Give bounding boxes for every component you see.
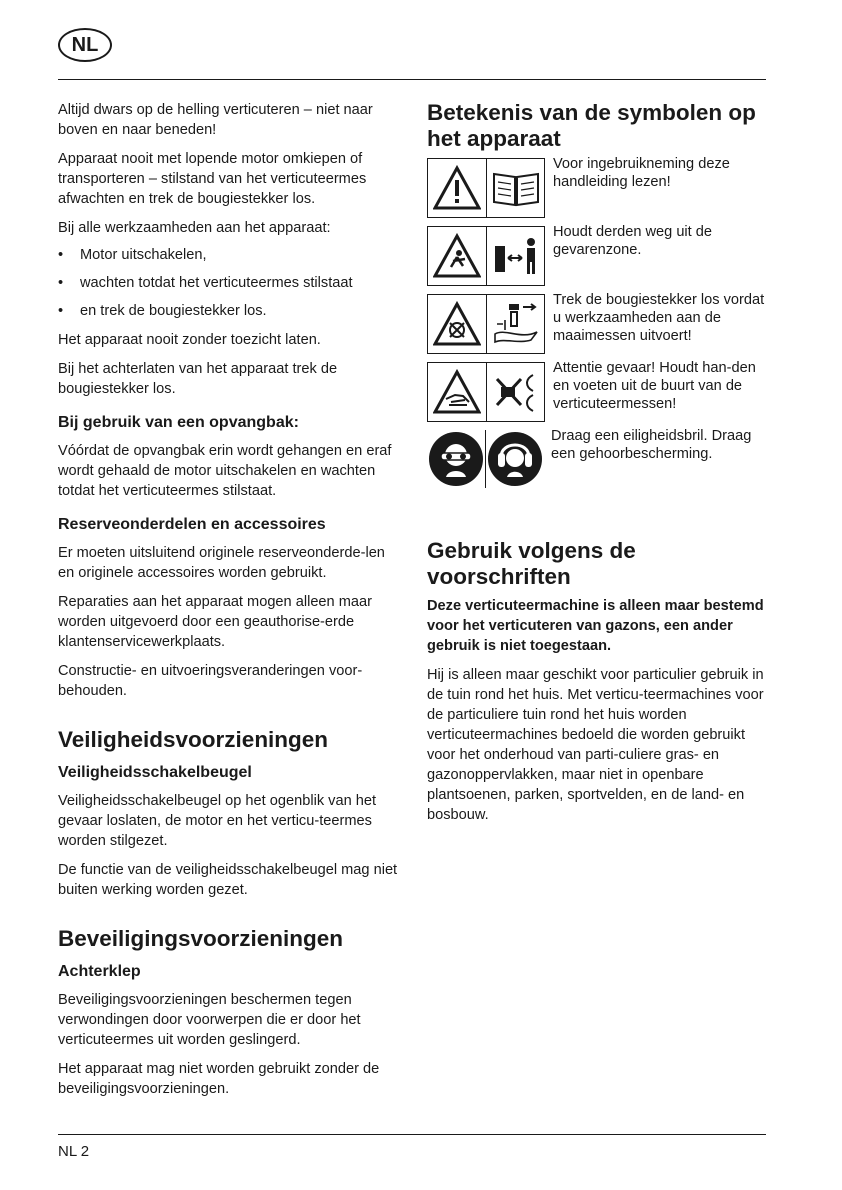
paragraph: Bij het achterlaten van het apparaat trek de bougiestekker los. <box>58 361 338 397</box>
symbol-row <box>427 430 767 488</box>
symbol-text: Houdt derden weg uit de gevarenzone. <box>553 224 713 258</box>
paragraph: Beveiligingsvoorzieningen beschermen tegen verwondingen door voorwerpen die er door het verticuteermes uit worden geslingerd. <box>58 992 361 1048</box>
paragraph: Het apparaat mag niet worden gebruikt zonder de beveiligingsvoorzieningen. <box>58 1061 380 1097</box>
header-rule <box>58 79 766 80</box>
paragraph: Bij alle werkzaamheden aan het apparaat: <box>58 220 331 236</box>
symbol-box <box>427 294 545 354</box>
symbol-row <box>427 226 767 286</box>
subheading-achterklep: Achterklep <box>58 963 141 980</box>
symbol-text: Draag een eiligheidsbril. Draag een gehoorbescherming. <box>551 428 752 462</box>
symbol-box <box>427 430 543 488</box>
safety-glasses-icon <box>427 430 485 488</box>
ear-protection-icon <box>485 430 543 488</box>
symbol-row <box>427 362 767 422</box>
heading-symbolen: Betekenis van de symbolen op het apparaat <box>427 100 756 151</box>
heading-veiligheid: Veiligheidsvoorzieningen <box>58 727 329 752</box>
warning-cutting-icon <box>428 295 486 353</box>
left-column <box>58 100 400 1108</box>
page-number: NL 2 <box>58 1143 90 1160</box>
paragraph: De functie van de veiligheidsschakelbeugel mag niet buiten werking worden gezet. <box>58 862 398 898</box>
symbol-row <box>427 158 767 218</box>
paragraph: Altijd dwars op de helling verticuteren – niet naar boven en naar beneden! <box>58 102 373 138</box>
symbol-text: Attentie gevaar! Houdt han-den en voeten uit de buurt van de verticuteermessen! <box>553 360 756 412</box>
symbol-text: Trek de bougiestekker los vordat u werkzaamheden aan de maaimessen uitvoert! <box>553 292 765 344</box>
paragraph: Apparaat nooit met lopende motor omkiepen of transporteren – stilstand van het verticuteermes afwachten en trek de bougiestekker los. <box>58 151 367 207</box>
heading-gebruik: Gebruik volgens de voorschriften <box>427 538 636 589</box>
paragraph-bold: Deze verticuteermachine is alleen maar bestemd voor het verticuteren van gazons, een ander gebruik is niet toegestaan. <box>427 598 764 654</box>
list-item: • en trek de bougiestekker los. <box>58 301 400 321</box>
keep-distance-icon <box>486 227 544 285</box>
warning-hand-blade-icon <box>428 363 486 421</box>
paragraph: Veiligheidsschakelbeugel op het ogenblik van het gevaar loslaten, de motor en het verticu-teermes worden stilgezet. <box>58 793 377 849</box>
paragraph: Reparaties aan het apparaat mogen alleen maar worden uitgevoerd door een geauthorise-erde klantenservicewerkplaats. <box>58 594 372 650</box>
no-hands-feet-icon <box>486 363 544 421</box>
subheading-beugel: Veiligheidsschakelbeugel <box>58 764 252 781</box>
right-column <box>427 100 767 834</box>
paragraph: Constructie- en uitvoeringsveranderingen voor-behouden. <box>58 663 363 699</box>
symbol-box <box>427 226 545 286</box>
warning-person-hit-icon <box>428 227 486 285</box>
manual-book-icon <box>486 159 544 217</box>
warning-triangle-icon <box>428 159 486 217</box>
heading-beveiliging: Beveiligingsvoorzieningen <box>58 926 344 951</box>
symbol-box <box>427 362 545 422</box>
symbol-box <box>427 158 545 218</box>
footer-rule <box>58 1134 766 1135</box>
paragraph: Vóórdat de opvangbak erin wordt gehangen en eraf wordt gehaald de motor uitschakelen en wachten totdat het verticuteermes stilstaat. <box>58 443 392 499</box>
list-item: • wachten totdat het verticuteermes stilstaat <box>58 273 400 293</box>
subheading-opvangbak: Bij gebruik van een opvangbak: <box>58 414 299 431</box>
subheading-reserve: Reserveonderdelen en accessoires <box>58 516 326 533</box>
symbol-text: Voor ingebruikneming deze handleiding lezen! <box>553 156 730 190</box>
bullet-list <box>58 245 400 321</box>
paragraph: Hij is alleen maar geschikt voor particulier gebruik in de tuin rond het huis. Met verticu-teermachines voor de particuliere tuin rond het huis worden verticuteermachines bedoeld die worden gebruikt voor het onderhoud van parti-culiere gras- en gazonoppervlakken, maar niet in openbare plantsoenen, parken, sportvelden, en de land- en bosbouw. <box>427 667 764 823</box>
symbol-row <box>427 294 767 354</box>
spark-plug-icon <box>486 295 544 353</box>
list-item: • Motor uitschakelen, <box>58 245 400 265</box>
paragraph: Het apparaat nooit zonder toezicht laten. <box>58 332 321 348</box>
language-badge: NL <box>58 28 112 62</box>
paragraph: Er moeten uitsluitend originele reserveonderde-len en originele accessoires worden gebruikt. <box>58 545 385 581</box>
